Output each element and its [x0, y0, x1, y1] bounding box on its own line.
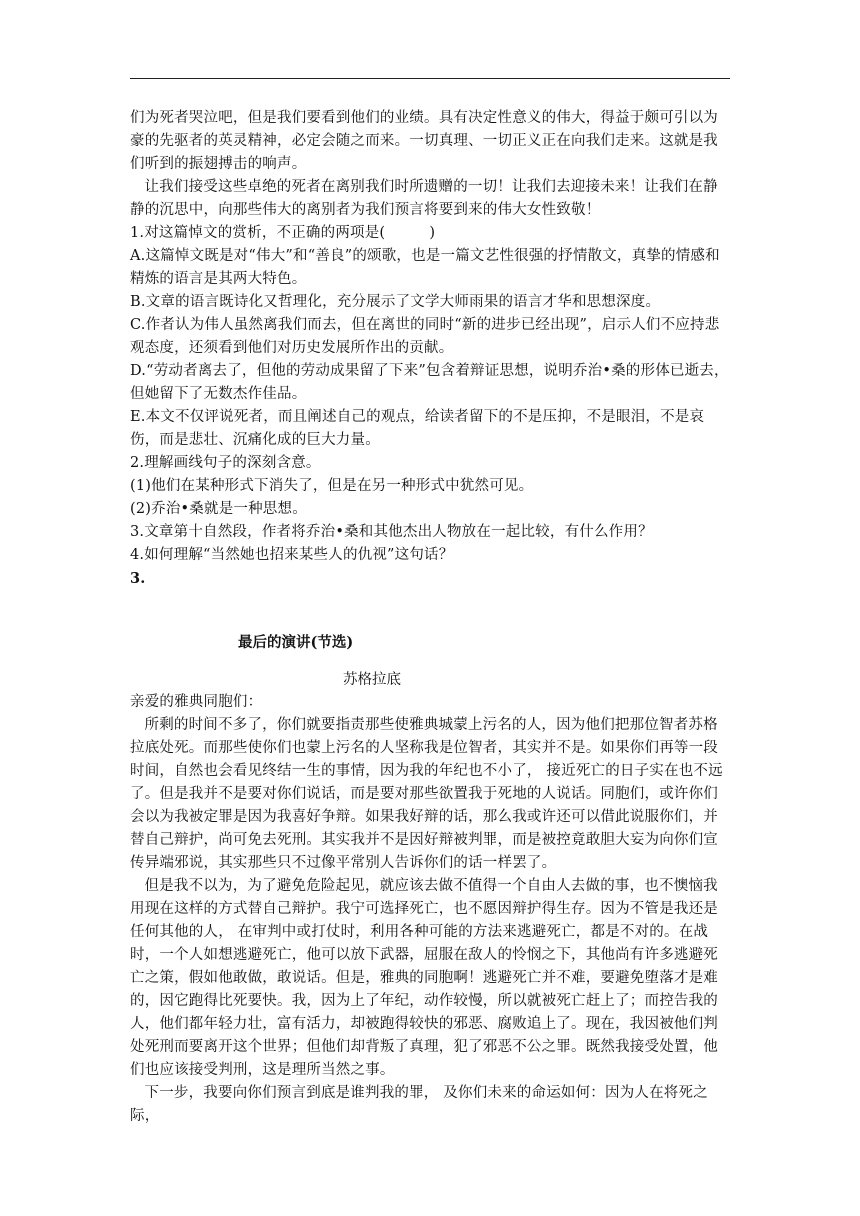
option-a: A.这篇悼文既是对“伟大”和“善良”的颂歌，也是一篇文艺性很强的抒情散文，真挚的情感和精炼的语言是其两大特色。: [130, 248, 720, 287]
speech-salutation: 亲爱的雅典同胞们：: [130, 694, 263, 710]
upper-text-block: [130, 107, 730, 590]
header-rule: [130, 78, 730, 79]
speech-text-block: [130, 691, 730, 1128]
speech-paragraph: 下一步，我要向你们预言到底是谁判我的罪， 及你们未来的命运如何：因为人在将死之际，: [130, 1085, 708, 1124]
passage-paragraph: 们为死者哭泣吧，但是我们要看到他们的业绩。具有决定性意义的伟大，得益于颇可引以为豪的先驱者的英灵精神，必定会随之而来。一切真理、一切正义正在向我们走来。这就是我们听到的振翅搏击的响声。: [130, 110, 718, 172]
question-2: 2.理解画线句子的深刻含意。: [130, 455, 321, 471]
question-1: 1.对这篇悼文的赏析，不正确的两项是( ): [130, 225, 436, 241]
speech-paragraph: 所剩的时间不多了，你们就要指责那些使雅典城蒙上污名的人，因为他们把那位智者苏格拉底处死。而那些使你们也蒙上污名的人坚称我是位智者，其实并不是。如果你们再等一段时间，自然也会看见终结一生的事情，因为我的年纪也不小了， 接近死亡的日子实在也不远了。但是我并不是要对你们说话，而是要对那些欲置我于死地的人说话。同胞们，或许你们会以为我被定罪是因为我喜好争辩。如果我好辩的话，那么我或许还可以借此说服你们，并替自己辩护，尚可免去死刑。其实我并不是因好辩被判罪，而是被控竟敢胆大妄为向你们宣传异端邪说，其实那些只不过像平常别人告诉你们的话一样罢了。: [130, 717, 723, 871]
option-b: B.文章的语言既诗化又哲理化，充分展示了文学大师雨果的语言才华和思想深度。: [130, 294, 661, 310]
speech-paragraph: 但是我不以为，为了避免危险起见，就应该去做不值得一个自由人去做的事，也不懊恼我用现在这样的方式替自己辩护。我宁可选择死亡，也不愿因辩护得生存。因为不管是我还是任何其他的人， 在审判中或打仗时，利用各种可能的方法来逃避死亡，都是不对的。在战时，一个人如想逃避死亡，他可以放下武器，屈服在敌人的怜悯之下，其他尚有许多逃避死亡之策，假如他敢做，敢说话。但是，雅典的同胞啊！逃避死亡并不难，要避免堕落才是难的，因它跑得比死要快。我，因为上了年纪，动作较慢，所以就被死亡赶上了；而控告我的人，他们都年轻力壮，富有活力，却被跑得较快的邪恶、腐败追上了。现在，我因被他们判处死刑而要离开这个世界；但他们却背叛了真理，犯了邪恶不公之罪。既然我接受处置，他们也应该接受判刑，这是理所当然之事。: [130, 878, 718, 1078]
question-2-sub-2: (2)乔治•桑就是一种思想。: [130, 501, 307, 517]
option-c: C.作者认为伟人虽然离我们而去，但在离世的同时“新的进步已经出现”，启示人们不应持悲观态度，还须看到他们对历史发展所作出的贡献。: [130, 317, 720, 356]
section-number: 3.: [130, 570, 146, 587]
speech-author: 苏格拉底: [343, 672, 401, 688]
passage-paragraph: 让我们接受这些卓绝的死者在离别我们时所遗赠的一切！让我们去迎接未来！让我们在静静的沉思中，向那些伟大的离别者为我们预言将要到来的伟大女性致敬！: [130, 179, 718, 218]
option-d: D.“劳动者离去了，但他的劳动成果留了下来”包含着辩证思想，说明乔治•桑的形体已逝去，但她留下了无数杰作佳品。: [130, 363, 729, 402]
question-2-sub-1: (1)他们在某种形式下消失了，但是在另一种形式中犹然可见。: [130, 478, 534, 494]
speech-title: 最后的演讲(节选): [238, 634, 354, 651]
option-e: E.本文不仅评说死者，而且阐述自己的观点，给读者留下的不是压抑，不是眼泪，不是哀伤，而是悲壮、沉痛化成的巨大力量。: [130, 409, 705, 448]
question-4: 4.如何理解“当然她也招来某些人的仇视”这句话？: [130, 547, 454, 563]
question-3: 3.文章第十自然段，作者将乔治•桑和其他杰出人物放在一起比较，有什么作用？: [130, 524, 653, 540]
